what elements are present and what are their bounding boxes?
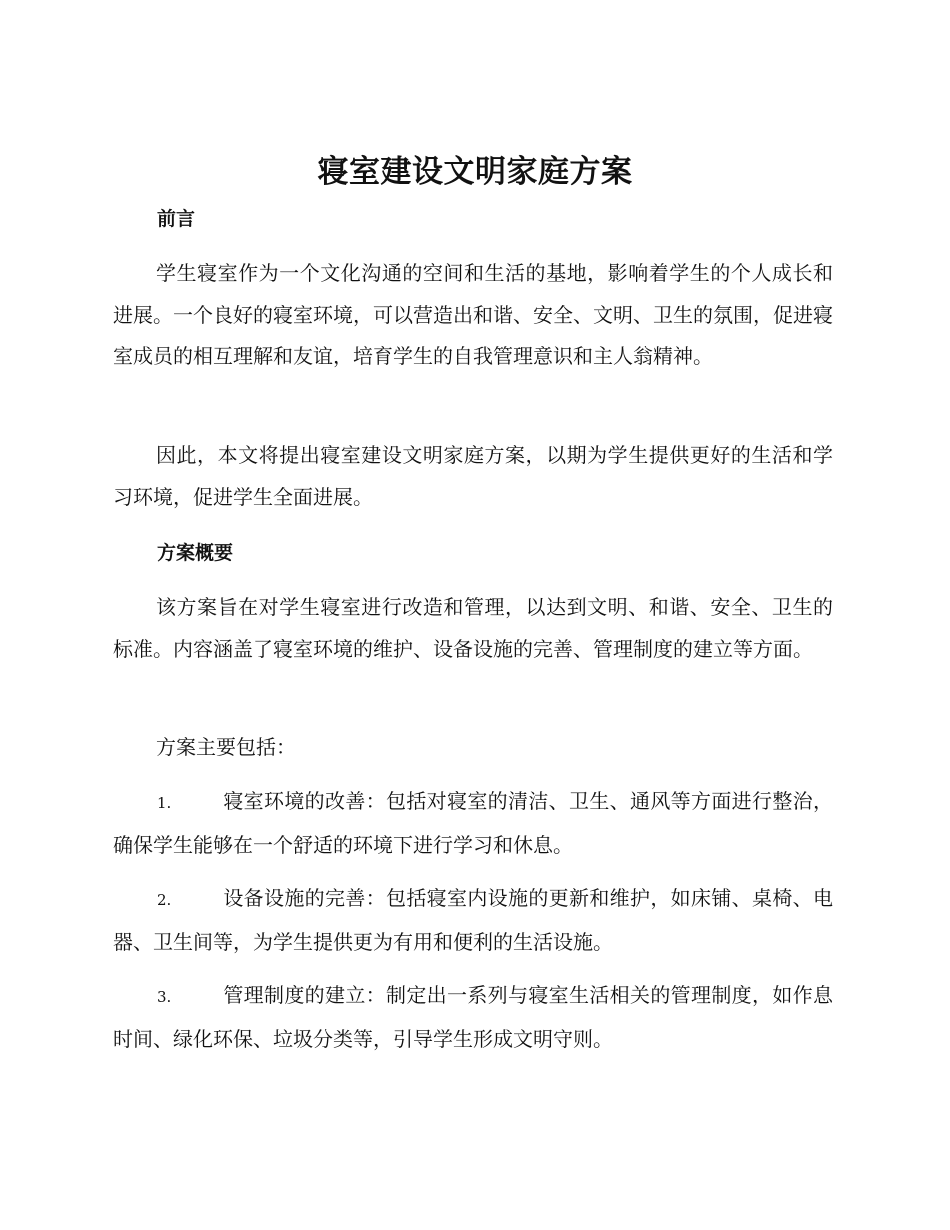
list-number: 3.	[157, 988, 172, 1006]
paragraph: 学生寝室作为一个文化沟通的空间和生活的基地，影响着学生的个人成长和进展。一个良好的寝室环境，可以营造出和谐、安全、文明、卫生的氛围，促进寝室成员的相互理解和友谊，培育学生的自我管理意识和主人翁精神。	[113, 261, 833, 368]
section-heading-overview: 方案概要	[157, 542, 234, 564]
paragraph: 因此，本文将提出寝室建设文明家庭方案，以期为学生提供更好的生活和学习环境，促进学生全面进展。	[113, 443, 833, 509]
section-heading-preface: 前言	[157, 208, 196, 230]
list-item-text: 设备设施的完善：包括寝室内设施的更新和维护，如床铺、桌椅、电器、卫生间等，为学生提供更为有用和便利的生活设施。	[113, 886, 833, 954]
list-number: 2.	[157, 891, 172, 909]
list-item	[113, 781, 833, 866]
list-item	[113, 878, 833, 963]
list-item-text: 寝室环境的改善：包括对寝室的清洁、卫生、通风等方面进行整治，确保学生能够在一个舒适的环境下进行学习和休息。	[113, 789, 833, 857]
paragraph: 方案主要包括：	[156, 735, 296, 759]
document-title: 寝室建设文明家庭方案	[317, 154, 633, 190]
list-item-text: 管理制度的建立：制定出一系列与寝室生活相关的管理制度，如作息时间、绿化环保、垃圾分类等，引导学生形成文明守则。	[113, 983, 833, 1051]
paragraph: 该方案旨在对学生寝室进行改造和管理，以达到文明、和谐、安全、卫生的标准。内容涵盖了寝室环境的维护、设备设施的完善、管理制度的建立等方面。	[113, 595, 833, 661]
list-item	[113, 975, 833, 1060]
list-number: 1.	[157, 794, 172, 812]
